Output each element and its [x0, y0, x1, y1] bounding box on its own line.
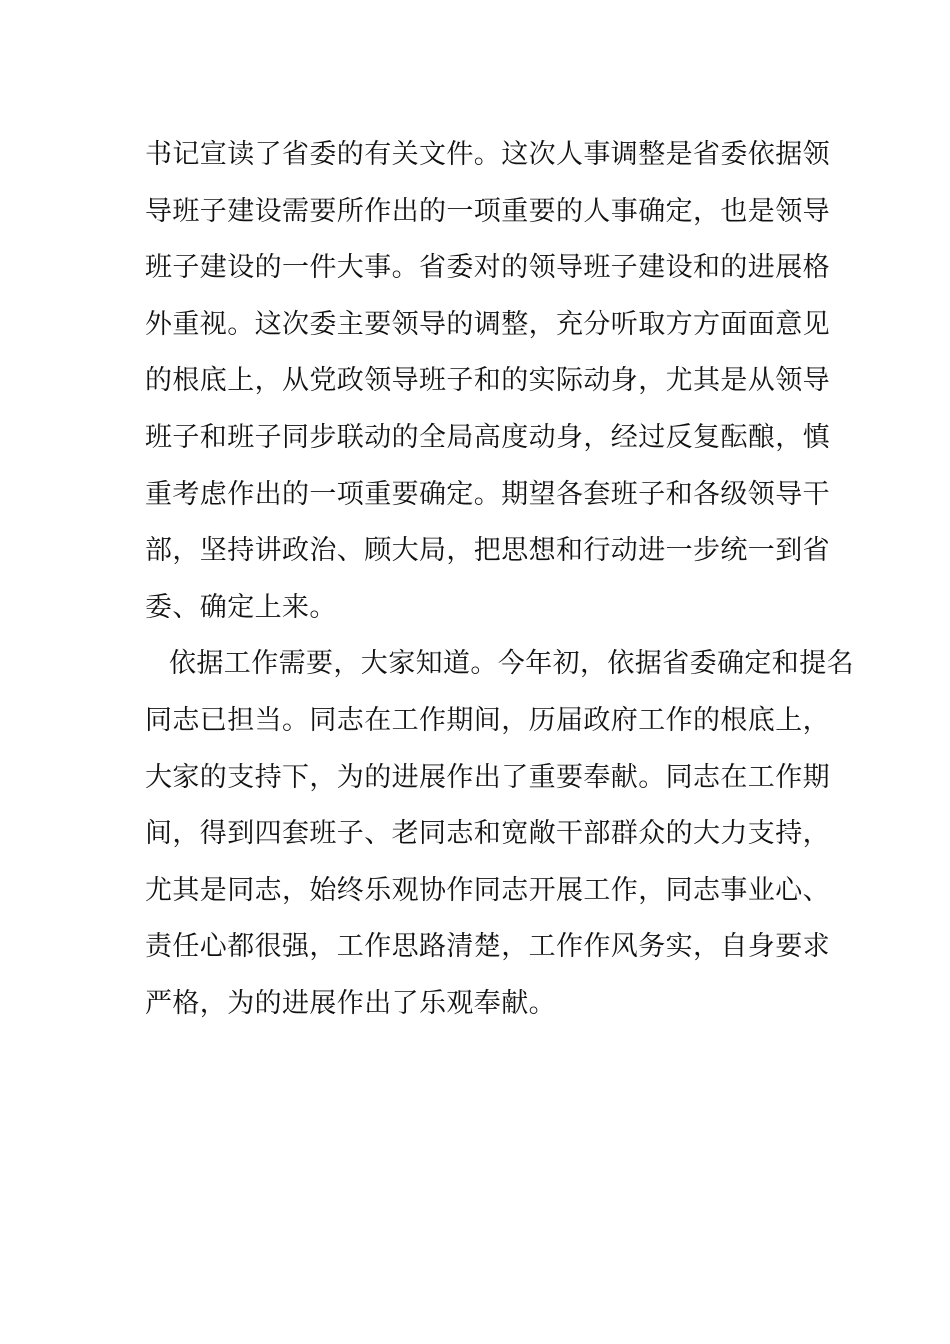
text-line: 尤其是同志，始终乐观协作同志开展工作，同志事业心、 [145, 874, 830, 906]
text-line: 严格，为的进展作出了乐观奉献。 [145, 987, 556, 1019]
text-line: 班子建设的一件大事。省委对的领导班子建设和的进展格 [145, 252, 830, 284]
text-line: 委、确定上来。 [145, 591, 337, 623]
text-line: 重考虑作出的一项重要确定。期望各套班子和各级领导干 [145, 478, 830, 510]
text-line: 责任心都很强，工作思路清楚，工作作风务实，自身要求 [145, 931, 830, 963]
text-line: 同志已担当。同志在工作期间，历届政府工作的根底上， [145, 704, 830, 736]
text-line: 导班子建设需要所作出的一项重要的人事确定，也是领导 [145, 195, 830, 227]
text-line: 书记宣读了省委的有关文件。这次人事调整是省委依据领 [145, 139, 830, 170]
text-line: 班子和班子同步联动的全局高度动身，经过反复酝酿，慎 [145, 421, 830, 453]
text-line: 外重视。这次委主要领导的调整，充分听取方方面面意见 [145, 308, 830, 340]
paragraph-first-line: 依据工作需要，大家知道。今年初，依据省委确定和提名 [169, 648, 854, 680]
document-body [145, 127, 854, 1033]
text-line: 大家的支持下，为的进展作出了重要奉献。同志在工作期 [145, 761, 830, 793]
text-line: 的根底上，从党政领导班子和的实际动身，尤其是从领导 [145, 365, 830, 397]
text-line: 间，得到四套班子、老同志和宽敞干部群众的大力支持， [145, 818, 830, 850]
text-line: 部，坚持讲政治、顾大局，把思想和行动进一步统一到省 [145, 535, 830, 567]
